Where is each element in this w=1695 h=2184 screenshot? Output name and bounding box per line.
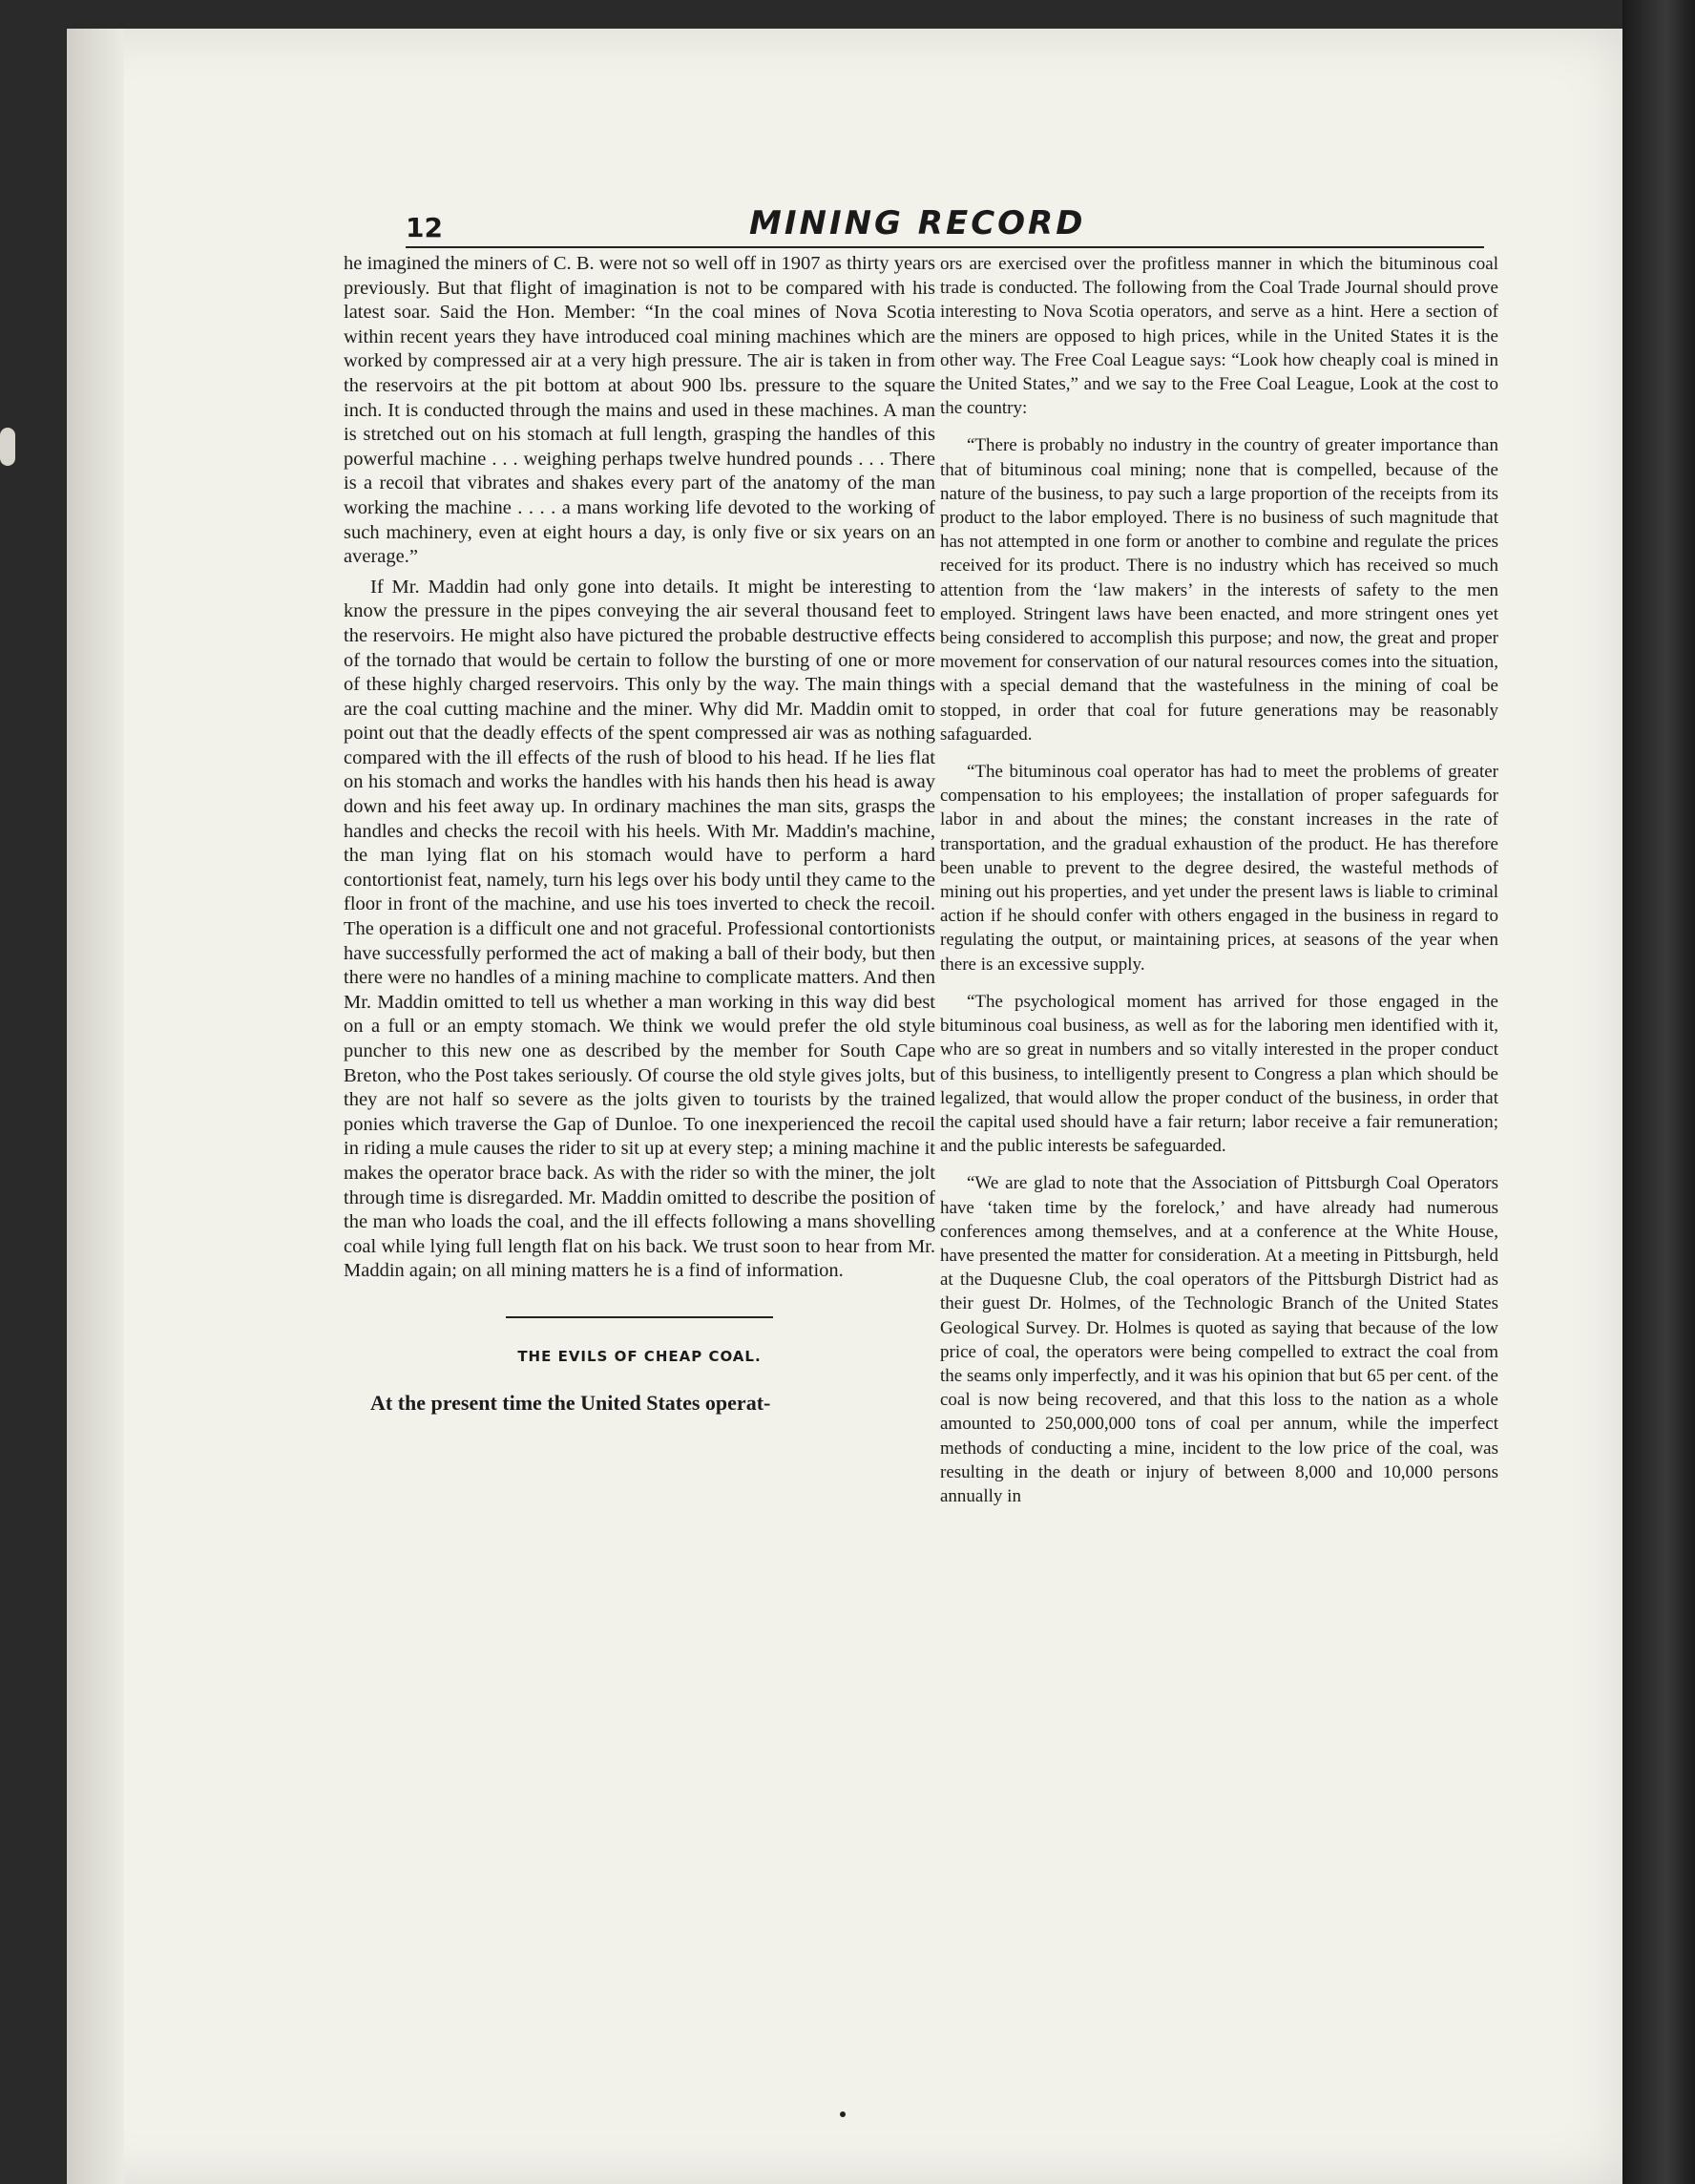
- section-lead-line: At the present time the United States operat-: [370, 1390, 771, 1415]
- running-title: MINING RECORD: [749, 204, 1086, 242]
- ink-speck: [840, 2111, 846, 2117]
- right-paragraph-1: ors are exercised over the profitless manner in which the bituminous coal trade is conducted. The following from the Coal Trade Journal should prove interesting to Nova Scotia operators, and serve as a hint. Here a section of the miners are opposed to high prices, while in the United States it is the other way. The Free Coal League says: “Look how cheaply coal is mined in the United States,” and we say to the Free Coal League, Look at the cost to the country:: [940, 254, 1498, 419]
- right-paragraph-4: “The psychological moment has arrived for those engaged in the bituminous coal business, as well as for the laboring men identified with it, who are so great in numbers and so vitally interested in the proper conduct of this business, to intelligently present to Congress a plan which should be legalized, that would allow the proper conduct of the business, in order that the capital used should have a fair return; labor receive a fair remuneration; and the public interests be safeguarded.: [940, 991, 1498, 1157]
- adjacent-page-edge: [1622, 0, 1695, 2184]
- right-paragraph-5: “We are glad to note that the Association of Pittsburgh Coal Operators have ‘taken time by the forelock,’ and have already had numerous conferences among themselves, and at a conference at the White House, have presented the matter for consideration. At a meeting in Pittsburgh, held at the Duquesne Club, the coal operators of the Pittsburgh District had as their guest Dr. Holmes, of the Technologic Branch of the United States Geological Survey. Dr. Holmes is quoted as saying that because of the low price of coal, the operators were being compelled to extract the coal from the seams only imperfectly, and it was his opinion that but 65 per cent. of the coal is now being recovered, and that this loss to the nation as a whole amounted to 250,000,000 tons of coal per annum, while the imperfect methods of conducting a mine, incident to the low price of the coal, was resulting in the death or injury of between 8,000 and 10,000 persons annually in: [940, 1173, 1498, 1506]
- right-column: [940, 252, 1498, 1508]
- right-paragraph-2: “There is probably no industry in the country of greater importance than that of bituminous coal mining; none that is compelled, because of the nature of the business, to pay such a large proportion of the receipts from its product to the labor employed. There is no business of such magnitude that has not attempted in one form or another to combine and regulate the prices received for its product. There is no industry which has received so much attention from the ‘law makers’ in the interests of safety to the men employed. Stringent laws have been enacted, and more stringent ones yet being considered to accomplish this purpose; and now, the great and proper movement for conservation of our natural resources comes into the situation, with a special demand that the wastefulness in the mining of coal be stopped, in order that coal for future generations may be reasonably safaguarded.: [940, 435, 1498, 745]
- right-paragraph-3: “The bituminous coal operator has had to meet the problems of greater compensation to his employees; the installation of proper safeguards for labor in and about the mines; the constant increases in the rate of transportation, and the gradual exhaustion of the product. He has therefore been unable to prevent to the degree desired, the wasteful methods of mining out his properties, and yet under the present laws is liable to criminal action if he should confer with others engaged in the business in regard to regulating the output, or maintaining prices, at seasons of the year when there is an excessive supply.: [940, 762, 1498, 975]
- clip-mark: [0, 428, 15, 466]
- section-divider: [506, 1316, 773, 1318]
- section-heading: THE EVILS OF CHEAP COAL.: [517, 1347, 762, 1365]
- page-number: 12: [406, 212, 443, 243]
- left-column: [344, 252, 935, 1415]
- left-paragraph-1: he imagined the miners of C. B. were not so well off in 1907 as thirty years previously. But that flight of imagination is not to be compared with his latest soar. Said the Hon. Member: “In the coal mines of Nova Scotia within recent years they have introduced coal mining machines which are worked by compressed air at a very high pressure. The air is taken in from the reservoirs at the pit bottom at about 900 lbs. pressure to the square inch. It is conducted through the mains and used in these machines. A man is stretched out on his stomach at full length, grasping the handles of this powerful machine . . . weighing perhaps twelve hundred pounds . . . There is a recoil that vibrates and shakes every part of the anatomy of the man working the machine . . . . a mans working life devoted to the working of such machinery, even at eight hours a day, is only five or six years on an average.”: [344, 253, 935, 568]
- left-paragraph-2: If Mr. Maddin had only gone into details. It might be interesting to know the pressure in the pipes conveying the air several thousand feet to the reservoirs. He might also have pictured the probable destructive effects of the tornado that would be certain to follow the bursting of one or more of these highly charged reservoirs. This only by the way. The main things are the coal cutting machine and the miner. Why did Mr. Maddin omit to point out that the deadly effects of the spent compressed air was as nothing compared with the ill effects of the rush of blood to his head. If he lies flat on his stomach and works the handles with his hands then his head is away down and his feet away up. In ordinary machines the man sits, grasps the handles and checks the recoil with his heels. With Mr. Maddin's machine, the man lying flat on his stomach would have to perform a hard contortionist feat, namely, turn his legs over his body until they came to the floor in front of the machine, and use his toes inverted to check the recoil. The operation is a difficult one and not graceful. Professional contortionists have successfully performed the act of making a ball of their body, but then there were no handles of a mining machine to complicate matters. And then Mr. Maddin omitted to tell us whether a man working in this way did best on a full or an empty stomach. We think we would prefer the old style puncher to this new one as described by the member for South Cape Breton, who the Post takes seriously. Of course the old style gives jolts, but they are not half so severe as the jolts given to tourists by the trained ponies which traverse the Gap of Dunloe. To one inexperienced the recoil in riding a mule causes the rider to sit up at every step; a mining machine it makes the operator brace back. As with the rider so with the miner, the jolt through time is disregarded. Mr. Maddin omitted to describe the position of the man who loads the coal, and the ill effects following a mans shovelling coal while lying full length flat on his back. We trust soon to hear from Mr. Maddin again; on all mining matters he is a find of information.: [344, 576, 935, 1282]
- binding-gutter: [67, 29, 124, 2184]
- page-header: [406, 204, 1484, 248]
